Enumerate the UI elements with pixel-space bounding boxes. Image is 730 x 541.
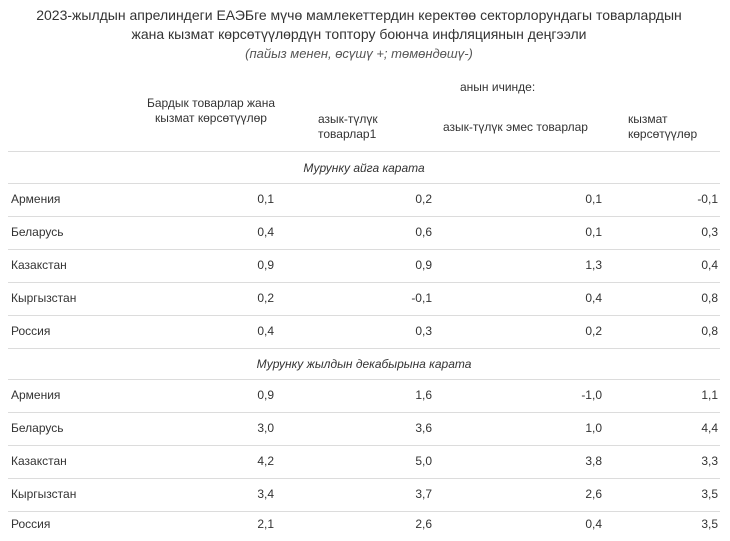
header-non-food-goods: азык-түлүк эмес товарлар: [443, 120, 588, 134]
table-row: [8, 183, 720, 216]
header-among-which: анын ичинде:: [460, 80, 536, 94]
table-row: [8, 412, 720, 445]
divider: [8, 151, 720, 152]
title-units-note: (пайыз менен, өсүшү +; төмөндөшү-): [245, 46, 473, 61]
value-food: 1,6: [415, 388, 432, 402]
value-all: 0,9: [257, 258, 274, 272]
country-name: Кыргызстан: [11, 291, 77, 305]
value-all: 3,4: [257, 487, 274, 501]
value-food: -0,1: [411, 291, 432, 305]
value-non-food: 1,0: [585, 421, 602, 435]
table-row: [8, 315, 720, 348]
table-title: [0, 6, 718, 63]
value-all: 3,0: [257, 421, 274, 435]
value-food: 5,0: [415, 454, 432, 468]
value-food: 0,2: [415, 192, 432, 206]
country-name: Казакстан: [11, 258, 67, 272]
value-non-food: 0,4: [585, 291, 602, 305]
value-services: -0,1: [697, 192, 718, 206]
header-food-goods: азык-түлүк товарлар1: [318, 112, 378, 141]
table-row: [8, 216, 720, 249]
country-name: Россия: [11, 517, 51, 531]
divider: [8, 348, 720, 349]
value-all: 0,4: [257, 324, 274, 338]
value-services: 1,1: [701, 388, 718, 402]
value-services: 3,5: [701, 517, 718, 531]
country-name: Армения: [11, 192, 61, 206]
value-services: 0,3: [701, 225, 718, 239]
country-name: Армения: [11, 388, 61, 402]
table-row: [8, 478, 720, 511]
value-non-food: -1,0: [581, 388, 602, 402]
value-food: 3,6: [415, 421, 432, 435]
value-non-food: 0,1: [585, 225, 602, 239]
value-all: 0,1: [257, 192, 274, 206]
value-all: 2,1: [257, 517, 274, 531]
section-label-previous-december: Мурунку жылдын декабырына карата: [256, 357, 472, 371]
value-non-food: 1,3: [585, 258, 602, 272]
value-food: 0,3: [415, 324, 432, 338]
value-all: 0,9: [257, 388, 274, 402]
value-services: 3,5: [701, 487, 718, 501]
country-name: Беларусь: [11, 421, 64, 435]
value-services: 0,4: [701, 258, 718, 272]
table-row: [8, 379, 720, 412]
title-line-2: жана кызмат көрсөтүүлөрдүн топтору боюнча инфляциянын деңгээли: [131, 26, 587, 42]
country-name: Кыргызстан: [11, 487, 77, 501]
country-name: Казакстан: [11, 454, 67, 468]
header-services: кызмат көрсөтүүлөр: [628, 112, 698, 141]
value-services: 3,3: [701, 454, 718, 468]
section-label-previous-month: Мурунку айга карата: [303, 161, 425, 175]
value-services: 0,8: [701, 324, 718, 338]
value-non-food: 2,6: [585, 487, 602, 501]
value-food: 0,6: [415, 225, 432, 239]
value-food: 0,9: [415, 258, 432, 272]
title-line-1: 2023-жылдын апрелиндеги ЕАЭБге мүчө мамлекеттердин керектөө секторлорундагы товарлардын: [36, 7, 682, 23]
value-services: 0,8: [701, 291, 718, 305]
value-non-food: 3,8: [585, 454, 602, 468]
table-row: [8, 249, 720, 282]
table-row: [8, 282, 720, 315]
table-row: [8, 508, 720, 541]
value-non-food: 0,4: [585, 517, 602, 531]
value-non-food: 0,1: [585, 192, 602, 206]
value-all: 0,2: [257, 291, 274, 305]
value-food: 3,7: [415, 487, 432, 501]
country-name: Россия: [11, 324, 51, 338]
table-row: [8, 445, 720, 478]
header-all-goods-services: Бардык товарлар жана кызмат көрсөтүүлөр: [146, 96, 276, 125]
country-name: Беларусь: [11, 225, 64, 239]
value-all: 0,4: [257, 225, 274, 239]
value-non-food: 0,2: [585, 324, 602, 338]
value-food: 2,6: [415, 517, 432, 531]
value-services: 4,4: [701, 421, 718, 435]
value-all: 4,2: [257, 454, 274, 468]
